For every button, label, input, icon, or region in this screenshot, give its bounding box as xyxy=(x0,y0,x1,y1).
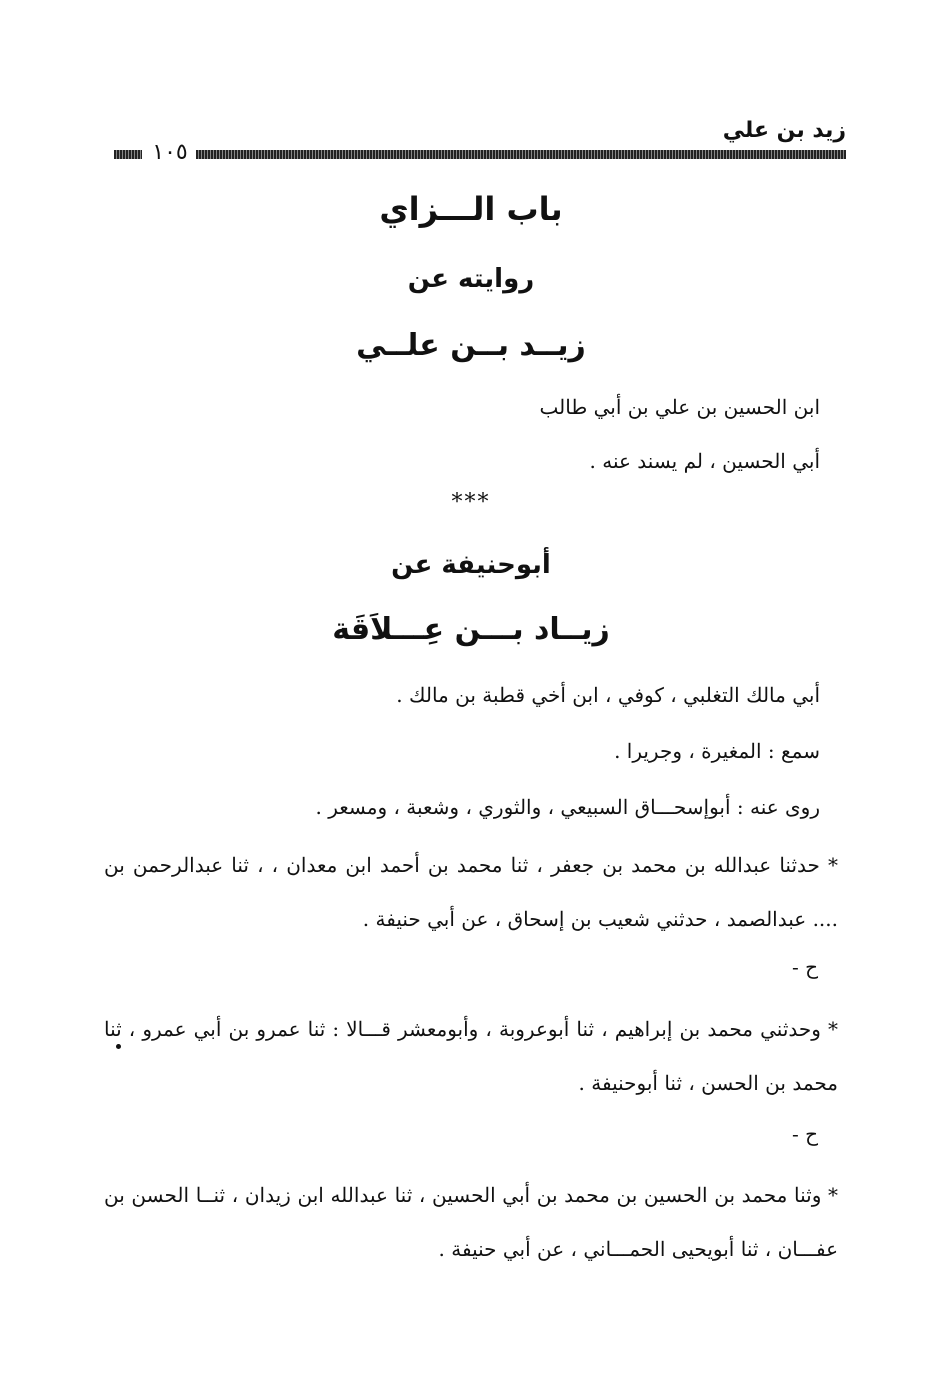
header-rule xyxy=(196,150,846,159)
bio-line: روى عنه : أبوإسحـــاق السبيعي ، والثوري ، وشعبة ، ومسعر . xyxy=(315,795,820,819)
page-number: ١٠٥ xyxy=(152,140,188,165)
subject-name: زيــد بــن علــي xyxy=(356,328,586,363)
narrator-heading: أبوحنيفة عن xyxy=(391,550,551,580)
bio-line: سمع : المغيرة ، وجريرا . xyxy=(614,739,820,763)
running-title: زيد بن علي xyxy=(722,118,846,143)
isnad-paragraph: * حدثنا عبدالله بن محمد بن جعفر ، ثنا محمد بن أحمد ابن معدان ، ، ثنا عبدالرحمن بن .... عبدالصمد ، حدثني شعيب بن إسحاق ، عن أبي حنيفة . xyxy=(104,853,838,931)
chapter-title: باب الـــزاي xyxy=(379,190,563,228)
bio-line: أبي مالك التغلبي ، كوفي ، ابن أخي قطبة بن مالك . xyxy=(396,683,820,707)
section-separator: *** xyxy=(451,490,491,515)
scan-speck xyxy=(116,1044,121,1049)
isnad-paragraph: * وحدثني محمد بن إبراهيم ، ثنا أبوعروبة ، وأبومعشر قـــالا : ثنا عمرو بن أبي عمرو ، ثنا محمد بن الحسن ، ثنا أبوحنيفة . xyxy=(104,1017,838,1095)
header-rule-end xyxy=(114,150,142,159)
transition-marker: ح - xyxy=(791,955,818,979)
transition-marker: ح - xyxy=(791,1122,818,1146)
isnad-paragraph: * وثنا محمد بن الحسين بن محمد بن أبي الحسين ، ثنا عبدالله ابن زيدان ، ثنــا الحسن بن عفـــان ، ثنا أبويحيى الحمـــاني ، عن أبي حنيفة . xyxy=(104,1183,838,1261)
bio-line: ابن الحسين بن علي بن أبي طالب xyxy=(539,395,820,419)
bio-line: أبي الحسين ، لم يسند عنه . xyxy=(589,449,820,473)
subject-name: زيــاد بـــن عِـــلاَقَة xyxy=(332,612,610,647)
narrator-heading: روايته عن xyxy=(407,264,535,294)
